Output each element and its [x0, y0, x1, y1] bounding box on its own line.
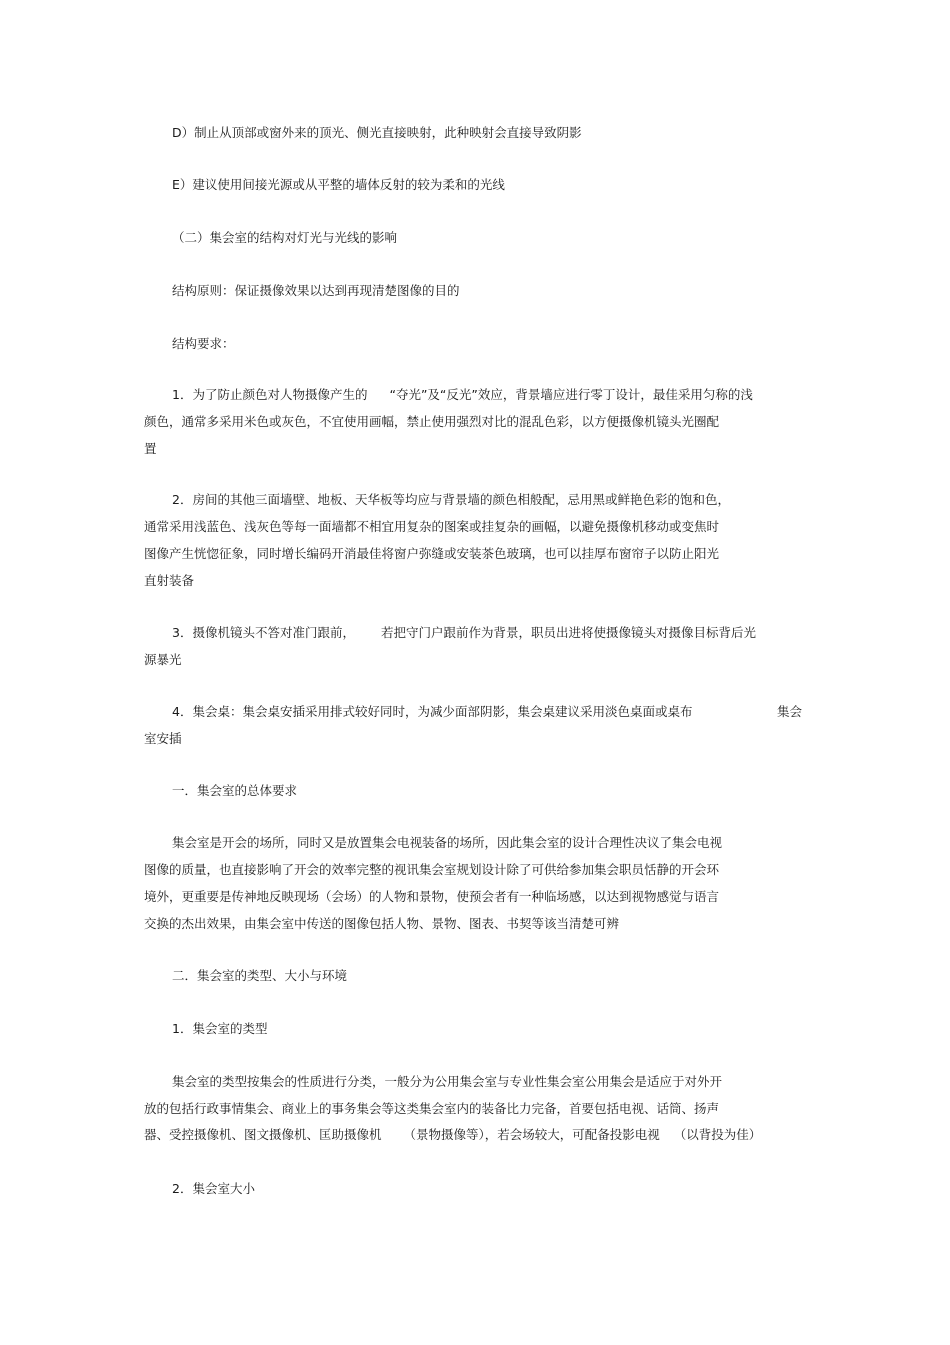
item-2-line-1: 2．房间的其他三面墙壁、地板、天华板等均应与背景墙的颜色相般配，忌用黑或鲜艳色彩的饱和色， — [172, 492, 730, 507]
item-3-line-1 — [172, 624, 756, 642]
item-2-line-2: 通常采用浅蓝色、浅灰色等每一面墙都不相宜用复杂的图案或挂复杂的画幅，以避免摄像机移动或变焦时 — [144, 519, 720, 534]
subheading-room-size: 2．集会室大小 — [172, 1181, 255, 1196]
item-3-line-2: 源暴光 — [144, 652, 182, 667]
item-4-line-1-part-b: 集会 — [777, 704, 803, 719]
paragraph-1-line-2: 图像的质量，也直接影响了开会的效率完整的视讯集会室规划设计除了可供给参加集会职员恬静的开会环 — [144, 862, 720, 877]
paragraph-1-line-4: 交换的杰出效果，由集会室中传送的图像包括人物、景物、图表、书契等该当清楚可辨 — [144, 916, 620, 931]
paragraph-2-line-3-part-c: （以背投为佳） — [673, 1127, 762, 1142]
paragraph-1-line-3: 境外，更重要是传神地反映现场（会场）的人物和景物，使预会者有一种临场感，以达到视物感觉与语言 — [144, 889, 720, 904]
paragraph-2-line-3 — [144, 1126, 761, 1144]
section-heading-structure: （二）集会室的结构对灯光与光线的影响 — [172, 230, 398, 245]
paragraph-2-line-1: 集会室的类型按集会的性质进行分类，一般分为公用集会室与专业性集会室公用集会是适应于对外开 — [172, 1074, 723, 1089]
item-4-line-2: 室安插 — [144, 731, 182, 746]
paragraph-d: D）制止从顶部或窗外来的顶光、侧光直接映射，此种映射会直接导致阴影 — [172, 125, 582, 140]
heading-general-requirements: 一．集会室的总体要求 — [172, 783, 298, 798]
paragraph-1-line-1: 集会室是开会的场所，同时又是放置集会电视装备的场所，因此集会室的设计合理性决议了集会电视 — [172, 835, 723, 850]
paragraph-2-line-3-part-a: 器、受控摄像机、图文摄像机、匡助摄像机 — [144, 1127, 382, 1142]
item-1-line-1-part-b: “夺光”及“反光”效应，背景墙应进行零丁设计，最佳采用匀称的浅 — [389, 387, 753, 402]
item-1-line-2: 颜色，通常多采用米色或灰色，不宜使用画幅，禁止使用强烈对比的混乱色彩，以方便摄像机镜头光圈配 — [144, 414, 720, 429]
paragraph-2-line-3-part-b: （景物摄像等），若会场较大，可配备投影电视 — [403, 1127, 660, 1142]
item-1-line-1-part-a: 1．为了防止颜色对人物摄像产生的 — [172, 387, 368, 402]
heading-types-size-environment: 二．集会室的类型、大小与环境 — [172, 968, 348, 983]
paragraph-e: E）建议使用间接光源或从平整的墙体反射的较为柔和的光线 — [172, 177, 505, 192]
item-4-line-1-part-a: 4．集会桌：集会桌安插采用排式较好同时，为减少面部阴影，集会桌建议采用淡色桌面或桌布 — [172, 704, 693, 719]
item-2-line-3: 图像产生恍惚征象，同时增长编码开消最佳将窗户弥缝或安装茶色玻璃，也可以挂厚布窗帘子以防止阳光 — [144, 546, 720, 561]
item-1-line-3: 置 — [144, 441, 157, 456]
item-3-line-1-part-b: 若把守门户跟前作为背景，职员出进将使摄像镜头对摄像目标背后光 — [380, 625, 756, 640]
item-1-line-1 — [172, 386, 753, 404]
structure-principle: 结构原则：保证摄像效果以达到再现清楚图像的目的 — [172, 283, 460, 298]
structure-requirement-label: 结构要求： — [172, 336, 235, 351]
paragraph-2-line-2: 放的包括行政事情集会、商业上的事务集会等这类集会室内的装备比力完备，首要包括电视、话筒、扬声 — [144, 1101, 720, 1116]
subheading-room-types: 1．集会室的类型 — [172, 1021, 268, 1036]
item-3-line-1-part-a: 3．摄像机镜头不答对准门跟前， — [172, 625, 355, 640]
item-2-line-4: 直射装备 — [144, 573, 195, 588]
